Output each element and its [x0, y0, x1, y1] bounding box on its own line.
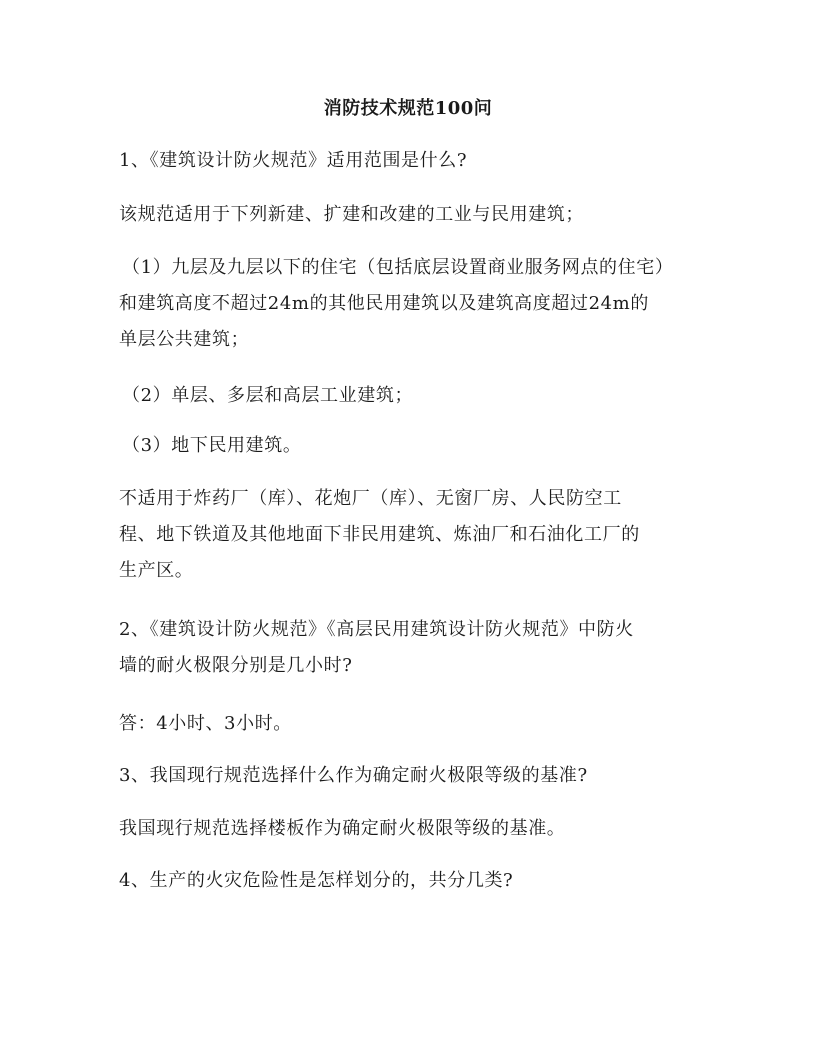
- text-line: 不适用于炸药厂（库）、花炮厂（库）、无窗厂房、人民防空工: [119, 488, 622, 509]
- question-4: [119, 863, 709, 899]
- answer-3: [119, 811, 709, 847]
- question-1: [119, 143, 709, 179]
- answer-1-intro: [119, 197, 709, 233]
- question-2: [119, 612, 709, 684]
- text-line: 2、《建筑设计防火规范》《高层民用建筑设计防火规范》中防火: [119, 619, 634, 640]
- answer-1-item-1: [119, 250, 712, 358]
- question-3: [119, 758, 709, 794]
- answer-1-exclusion: [119, 481, 709, 589]
- answer-1-item-2: [122, 378, 712, 414]
- text-line: 答：4小时、3小时。: [119, 713, 292, 734]
- text-line: 程、地下铁道及其他地面下非民用建筑、炼油厂和石油化工厂的: [119, 524, 640, 545]
- text-line: （1）九层及九层以下的住宅（包括底层设置商业服务网点的住宅）: [122, 257, 674, 278]
- text-line: 1、《建筑设计防火规范》适用范围是什么?: [119, 150, 468, 171]
- answer-1-item-3: [122, 428, 712, 464]
- text-line: 生产区。: [119, 560, 194, 581]
- text-line: （2）单层、多层和高层工业建筑；: [122, 385, 414, 406]
- document-title: 消防技术规范100问: [323, 98, 493, 119]
- text-line: 我国现行规范选择楼板作为确定耐火极限等级的基准。: [119, 818, 566, 839]
- text-line: 该规范适用于下列新建、扩建和改建的工业与民用建筑；: [119, 204, 584, 225]
- text-line: 和建筑高度不超过24m的其他民用建筑以及建筑高度超过24m的: [119, 293, 649, 314]
- text-line: 单层公共建筑；: [119, 329, 250, 350]
- text-line: 4、生产的火灾危险性是怎样划分的，共分几类?: [119, 870, 514, 891]
- text-line: 3、我国现行规范选择什么作为确定耐火极限等级的基准?: [119, 765, 588, 786]
- text-line: （3）地下民用建筑。: [122, 435, 302, 456]
- answer-2: [119, 706, 709, 742]
- text-line: 墙的耐火极限分别是几小时?: [119, 655, 353, 676]
